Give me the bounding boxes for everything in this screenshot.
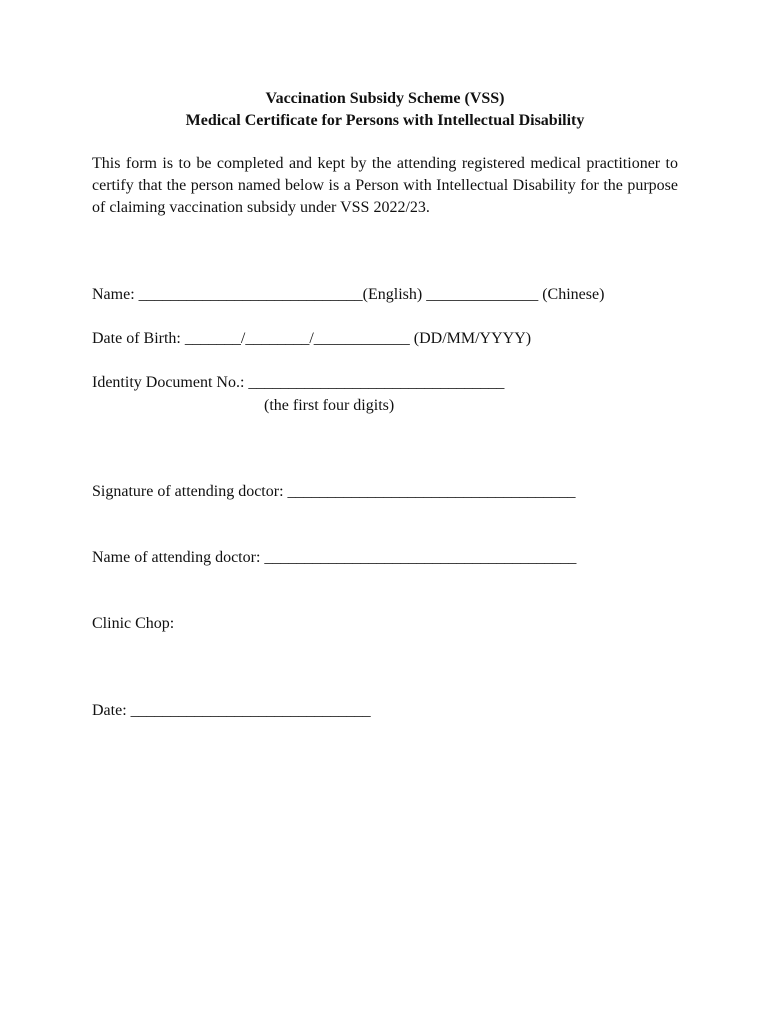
identity-document-hint: (the first four digits) [264, 397, 395, 414]
intro-paragraph: This form is to be completed and kept by the attending registered medical practitioner to certify that the person named below is a Person with Intellectual Disability for the purpose of claiming vaccination subsidy under VSS 2022/23. [92, 155, 678, 216]
doctor-signature-field[interactable]: Signature of attending doctor: ____________________________________ [92, 483, 576, 500]
document-title: Vaccination Subsidy Scheme (VSS) [265, 90, 505, 107]
identity-document-field[interactable]: Identity Document No.: ________________________________ [92, 374, 505, 391]
date-field[interactable]: Date: ______________________________ [92, 702, 371, 719]
date-of-birth-field[interactable]: Date of Birth: _______/________/____________ (DD/MM/YYYY) [92, 330, 532, 347]
document-subtitle: Medical Certificate for Persons with Intellectual Disability [185, 112, 585, 129]
name-field[interactable]: Name: ____________________________(English) ______________ (Chinese) [92, 286, 605, 303]
clinic-chop-label: Clinic Chop: [92, 615, 175, 632]
doctor-name-field[interactable]: Name of attending doctor: _______________________________________ [92, 549, 577, 566]
